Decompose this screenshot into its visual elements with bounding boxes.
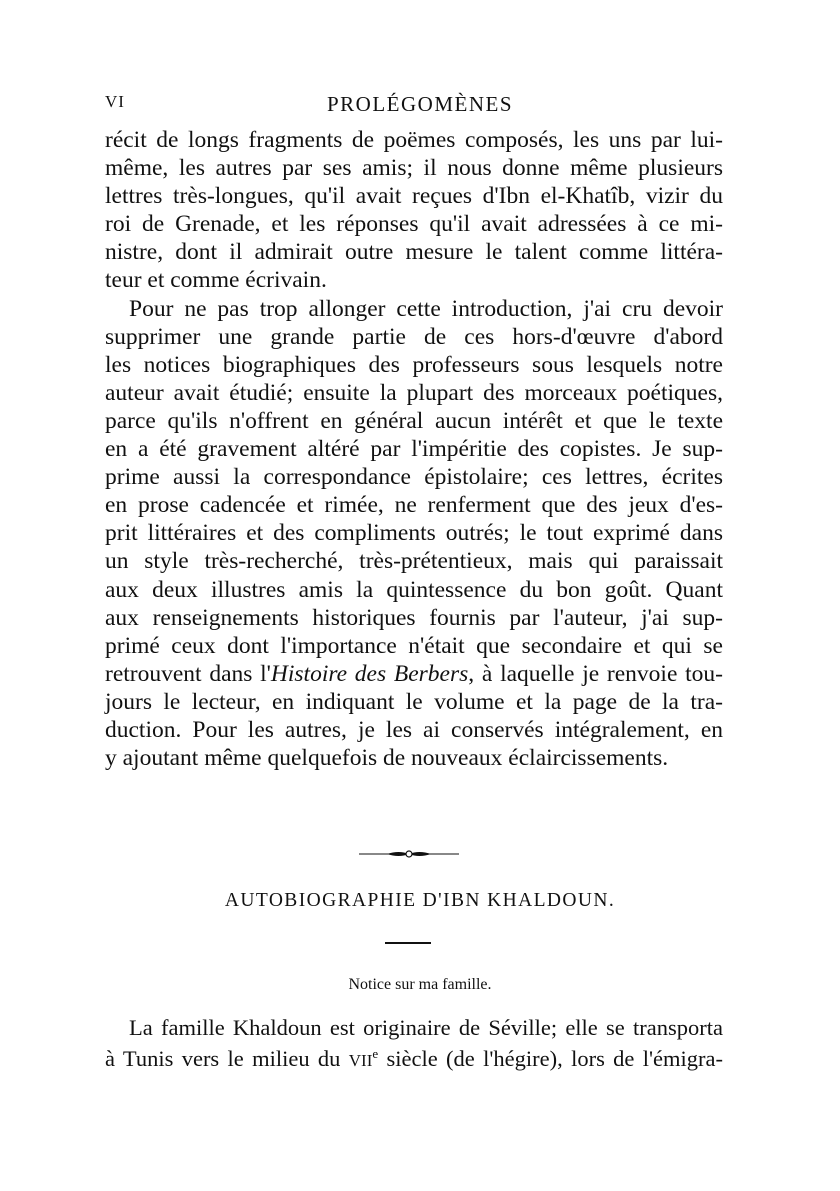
text-segment: , à laquelle je renvoie tou- (468, 660, 723, 687)
text-line: teur et comme écrivain. (105, 267, 327, 294)
text-line: même, les autres par ses amis; il nous donne même plusieurs (105, 155, 723, 182)
text-segment: siècle (de l'hégire), lors de l'émigra- (378, 1046, 723, 1071)
text-line: roi de Grenade, et les réponses qu'il avait adressées à ce mi- (105, 211, 723, 238)
text-line: duction. Pour les autres, je les ai conservés intégralement, en (105, 716, 723, 743)
text-line: un style très-recherché, très-prétentieux, mais qui paraissait (105, 548, 723, 575)
section-divider (385, 942, 431, 944)
subsection-title: Notice sur ma famille. (348, 976, 492, 993)
text-line: récit de longs fragments de poëmes composés, les uns par lui- (105, 127, 723, 153)
text-line: y ajoutant même quelquefois de nouveaux éclaircissements. (105, 745, 669, 772)
text-line: parce qu'ils n'offrent en général aucun intérêt et que le texte (105, 407, 723, 434)
ornamental-divider-icon (359, 846, 459, 862)
text-line: supprimer une grande partie de ces hors-d'œuvre d'abord (105, 323, 723, 350)
italic-title: Histoire des Berbers (270, 660, 469, 687)
text-line: Pour ne pas trop allonger cette introduction, j'ai cru devoir (129, 295, 723, 322)
text-line: aux renseignements historiques fournis par l'auteur, j'ai sup- (105, 604, 723, 631)
text-line: La famille Khaldoun est originaire de Séville; elle se transporta (129, 1015, 723, 1040)
text-line: primé ceux dont l'importance n'était que secondaire et qui se (105, 632, 723, 659)
final-text-block (105, 1012, 723, 1076)
section-title: AUTOBIOGRAPHIE D'IBN KHALDOUN. (224, 890, 616, 911)
page-number: VI (105, 92, 125, 111)
text-line: aux deux illustres amis la quintessence du bon goût. Quant (105, 576, 723, 603)
century-numeral: VII (348, 1051, 373, 1070)
text-line-with-century (105, 1043, 723, 1076)
running-title: PROLÉGOMÈNES (326, 92, 513, 116)
text-line: auteur avait étudié; ensuite la plupart des morceaux poétiques, (105, 379, 723, 406)
text-line: prit littéraires et des compliments outrés; le tout exprimé dans (105, 520, 723, 547)
main-text-block (105, 126, 723, 772)
text-line-with-italic (105, 660, 723, 688)
text-line: prime aussi la correspondance épistolaire; ces lettres, écrites (105, 464, 723, 491)
text-line: lettres très-longues, qu'il avait reçues d'Ibn el-Khatîb, vizir du (105, 183, 723, 210)
text-line: nistre, dont il admirait outre mesure le talent comme littéra- (105, 239, 723, 266)
text-line: en a été gravement altéré par l'impéritie des copistes. Je sup- (105, 436, 723, 463)
text-line: en prose cadencée et rimée, ne renferment que des jeux d'es- (105, 492, 723, 519)
text-segment: retrouvent dans l' (105, 660, 271, 687)
text-line: jours le lecteur, en indiquant le volume et la page de la tra- (105, 688, 723, 715)
text-line: les notices biographiques des professeurs sous lesquels notre (105, 351, 723, 378)
text-segment: à Tunis vers le milieu du (105, 1046, 349, 1071)
century-superscript: e (372, 1046, 379, 1061)
